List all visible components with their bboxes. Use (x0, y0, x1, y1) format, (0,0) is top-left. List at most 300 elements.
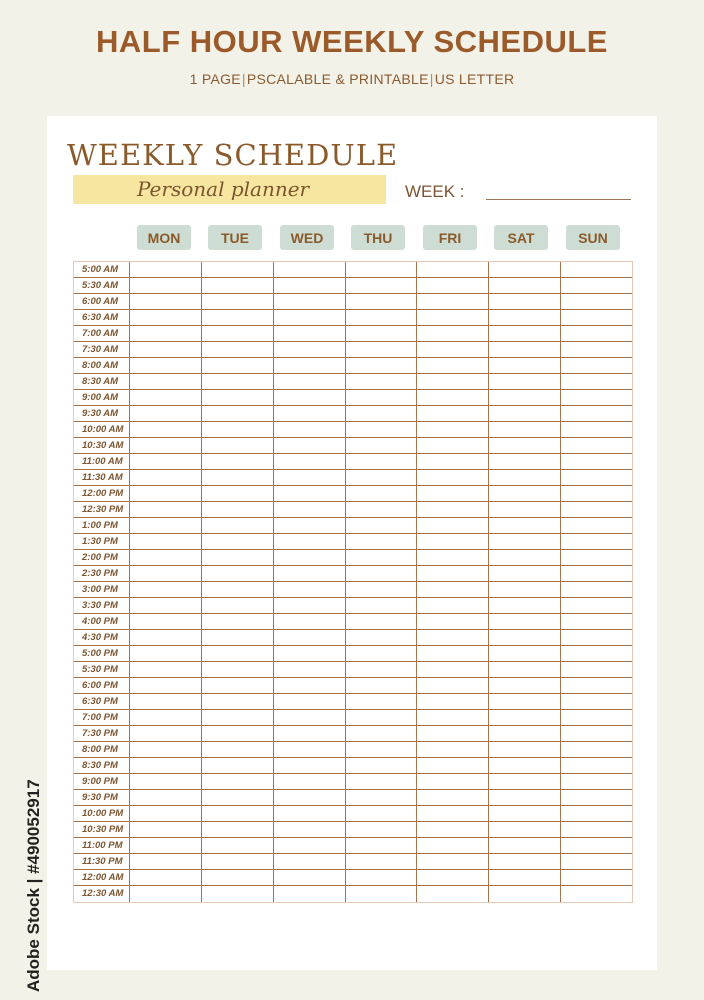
slot-sat[interactable] (488, 454, 560, 469)
slot-mon[interactable] (129, 742, 201, 757)
slot-sat[interactable] (488, 534, 560, 549)
day-header-sat: SAT (494, 225, 548, 250)
slot-fri[interactable] (416, 742, 488, 757)
slot-sun[interactable] (560, 806, 632, 821)
slot-sat[interactable] (488, 806, 560, 821)
slot-sun[interactable] (560, 710, 632, 725)
slot-thu[interactable] (345, 534, 417, 549)
slot-sun[interactable] (560, 582, 632, 597)
slot-wed[interactable] (273, 678, 345, 693)
slot-fri[interactable] (416, 694, 488, 709)
slot-sat[interactable] (488, 278, 560, 293)
slot-sat[interactable] (488, 262, 560, 277)
slot-tue[interactable] (201, 726, 273, 741)
slot-sun[interactable] (560, 390, 632, 405)
slot-mon[interactable] (129, 758, 201, 773)
slot-mon[interactable] (129, 774, 201, 789)
slot-thu[interactable] (345, 582, 417, 597)
slot-thu[interactable] (345, 278, 417, 293)
slot-sun[interactable] (560, 854, 632, 869)
slot-wed[interactable] (273, 550, 345, 565)
slot-sun[interactable] (560, 326, 632, 341)
slot-tue[interactable] (201, 470, 273, 485)
slot-thu[interactable] (345, 598, 417, 613)
slot-thu[interactable] (345, 454, 417, 469)
slot-fri[interactable] (416, 566, 488, 581)
slot-fri[interactable] (416, 294, 488, 309)
slot-wed[interactable] (273, 758, 345, 773)
slot-wed[interactable] (273, 822, 345, 837)
slot-sat[interactable] (488, 854, 560, 869)
slot-mon[interactable] (129, 470, 201, 485)
slot-tue[interactable] (201, 326, 273, 341)
slot-mon[interactable] (129, 678, 201, 693)
slot-fri[interactable] (416, 518, 488, 533)
slot-sun[interactable] (560, 630, 632, 645)
slot-fri[interactable] (416, 486, 488, 501)
slot-sat[interactable] (488, 822, 560, 837)
slot-sat[interactable] (488, 694, 560, 709)
slot-tue[interactable] (201, 582, 273, 597)
slot-fri[interactable] (416, 870, 488, 885)
slot-wed[interactable] (273, 294, 345, 309)
slot-wed[interactable] (273, 326, 345, 341)
slot-tue[interactable] (201, 678, 273, 693)
slot-wed[interactable] (273, 534, 345, 549)
slot-fri[interactable] (416, 678, 488, 693)
slot-tue[interactable] (201, 710, 273, 725)
slot-fri[interactable] (416, 358, 488, 373)
slot-sun[interactable] (560, 502, 632, 517)
slot-sat[interactable] (488, 422, 560, 437)
slot-fri[interactable] (416, 758, 488, 773)
slot-wed[interactable] (273, 262, 345, 277)
slot-wed[interactable] (273, 582, 345, 597)
slot-mon[interactable] (129, 582, 201, 597)
time-label: 6:00 PM (82, 680, 118, 691)
time-label: 7:30 AM (82, 344, 119, 355)
slot-thu[interactable] (345, 310, 417, 325)
slot-tue[interactable] (201, 406, 273, 421)
slot-mon[interactable] (129, 310, 201, 325)
slot-mon[interactable] (129, 822, 201, 837)
slot-fri[interactable] (416, 406, 488, 421)
slot-tue[interactable] (201, 438, 273, 453)
slot-tue[interactable] (201, 790, 273, 805)
slot-thu[interactable] (345, 806, 417, 821)
slot-thu[interactable] (345, 758, 417, 773)
slot-wed[interactable] (273, 406, 345, 421)
slot-sun[interactable] (560, 678, 632, 693)
slot-tue[interactable] (201, 822, 273, 837)
slot-mon[interactable] (129, 646, 201, 661)
slot-sun[interactable] (560, 406, 632, 421)
slot-sun[interactable] (560, 646, 632, 661)
slot-tue[interactable] (201, 886, 273, 902)
slot-sat[interactable] (488, 326, 560, 341)
slot-fri[interactable] (416, 326, 488, 341)
time-row (74, 438, 632, 454)
time-row (74, 534, 632, 550)
slot-tue[interactable] (201, 870, 273, 885)
slot-wed[interactable] (273, 438, 345, 453)
slot-thu[interactable] (345, 550, 417, 565)
slot-sat[interactable] (488, 582, 560, 597)
slot-sun[interactable] (560, 294, 632, 309)
slot-tue[interactable] (201, 630, 273, 645)
slot-sat[interactable] (488, 646, 560, 661)
slot-sun[interactable] (560, 534, 632, 549)
slot-tue[interactable] (201, 742, 273, 757)
slot-mon[interactable] (129, 566, 201, 581)
slot-fri[interactable] (416, 374, 488, 389)
slot-mon[interactable] (129, 854, 201, 869)
slot-sun[interactable] (560, 870, 632, 885)
time-row (74, 838, 632, 854)
slot-thu[interactable] (345, 566, 417, 581)
slot-thu[interactable] (345, 502, 417, 517)
slot-tue[interactable] (201, 758, 273, 773)
slot-sat[interactable] (488, 550, 560, 565)
slot-wed[interactable] (273, 470, 345, 485)
slot-wed[interactable] (273, 646, 345, 661)
slot-wed[interactable] (273, 694, 345, 709)
slot-fri[interactable] (416, 726, 488, 741)
slot-thu[interactable] (345, 374, 417, 389)
slot-fri[interactable] (416, 662, 488, 677)
slot-sat[interactable] (488, 614, 560, 629)
slot-sat[interactable] (488, 358, 560, 373)
slot-fri[interactable] (416, 886, 488, 902)
slot-wed[interactable] (273, 310, 345, 325)
slot-thu[interactable] (345, 342, 417, 357)
slot-tue[interactable] (201, 454, 273, 469)
slot-fri[interactable] (416, 630, 488, 645)
slot-fri[interactable] (416, 822, 488, 837)
slot-sun[interactable] (560, 886, 632, 902)
time-row (74, 742, 632, 758)
slot-fri[interactable] (416, 790, 488, 805)
slot-fri[interactable] (416, 278, 488, 293)
slot-sun[interactable] (560, 374, 632, 389)
slot-wed[interactable] (273, 742, 345, 757)
slot-mon[interactable] (129, 278, 201, 293)
slot-mon[interactable] (129, 518, 201, 533)
slot-tue[interactable] (201, 278, 273, 293)
slot-fri[interactable] (416, 854, 488, 869)
watermark-text: Adobe Stock | #490052917 (24, 779, 43, 992)
slot-fri[interactable] (416, 646, 488, 661)
slot-thu[interactable] (345, 838, 417, 853)
slot-mon[interactable] (129, 326, 201, 341)
slot-wed[interactable] (273, 662, 345, 677)
time-label: 11:30 PM (82, 856, 123, 867)
slot-sun[interactable] (560, 694, 632, 709)
slot-mon[interactable] (129, 598, 201, 613)
slot-mon[interactable] (129, 710, 201, 725)
slot-sat[interactable] (488, 662, 560, 677)
slot-thu[interactable] (345, 630, 417, 645)
slot-fri[interactable] (416, 614, 488, 629)
slot-mon[interactable] (129, 438, 201, 453)
time-label: 10:30 AM (82, 440, 124, 451)
time-row (74, 390, 632, 406)
slot-wed[interactable] (273, 342, 345, 357)
slot-wed[interactable] (273, 486, 345, 501)
slot-thu[interactable] (345, 678, 417, 693)
time-row (74, 774, 632, 790)
slot-wed[interactable] (273, 806, 345, 821)
slot-thu[interactable] (345, 262, 417, 277)
slot-tue[interactable] (201, 310, 273, 325)
slot-thu[interactable] (345, 326, 417, 341)
slot-mon[interactable] (129, 502, 201, 517)
slot-wed[interactable] (273, 390, 345, 405)
slot-sun[interactable] (560, 790, 632, 805)
slot-tue[interactable] (201, 694, 273, 709)
slot-thu[interactable] (345, 726, 417, 741)
slot-sun[interactable] (560, 454, 632, 469)
slot-mon[interactable] (129, 374, 201, 389)
slot-fri[interactable] (416, 422, 488, 437)
slot-sat[interactable] (488, 406, 560, 421)
slot-sun[interactable] (560, 422, 632, 437)
slot-sat[interactable] (488, 294, 560, 309)
slot-sat[interactable] (488, 742, 560, 757)
slot-wed[interactable] (273, 518, 345, 533)
slot-sat[interactable] (488, 390, 560, 405)
slot-thu[interactable] (345, 614, 417, 629)
slot-fri[interactable] (416, 342, 488, 357)
slot-mon[interactable] (129, 390, 201, 405)
slot-wed[interactable] (273, 870, 345, 885)
slot-mon[interactable] (129, 422, 201, 437)
slot-mon[interactable] (129, 870, 201, 885)
slot-tue[interactable] (201, 342, 273, 357)
slot-thu[interactable] (345, 822, 417, 837)
slot-mon[interactable] (129, 726, 201, 741)
day-header-sun: SUN (566, 225, 620, 250)
slot-mon[interactable] (129, 342, 201, 357)
slot-tue[interactable] (201, 374, 273, 389)
slot-sat[interactable] (488, 502, 560, 517)
slot-sun[interactable] (560, 662, 632, 677)
slot-tue[interactable] (201, 486, 273, 501)
slot-tue[interactable] (201, 358, 273, 373)
slot-wed[interactable] (273, 566, 345, 581)
slot-tue[interactable] (201, 614, 273, 629)
slot-sun[interactable] (560, 358, 632, 373)
slot-tue[interactable] (201, 662, 273, 677)
slot-sat[interactable] (488, 870, 560, 885)
slot-sun[interactable] (560, 310, 632, 325)
slot-sun[interactable] (560, 838, 632, 853)
slot-sun[interactable] (560, 342, 632, 357)
slot-thu[interactable] (345, 470, 417, 485)
slot-wed[interactable] (273, 358, 345, 373)
slot-thu[interactable] (345, 790, 417, 805)
slot-thu[interactable] (345, 662, 417, 677)
slot-tue[interactable] (201, 294, 273, 309)
slot-tue[interactable] (201, 518, 273, 533)
slot-fri[interactable] (416, 550, 488, 565)
slot-sun[interactable] (560, 774, 632, 789)
slot-tue[interactable] (201, 598, 273, 613)
slot-fri[interactable] (416, 390, 488, 405)
slot-thu[interactable] (345, 438, 417, 453)
week-input-line[interactable] (486, 199, 631, 200)
slot-wed[interactable] (273, 774, 345, 789)
slot-mon[interactable] (129, 806, 201, 821)
slot-sun[interactable] (560, 758, 632, 773)
slot-tue[interactable] (201, 854, 273, 869)
slot-sat[interactable] (488, 310, 560, 325)
page-title: HALF HOUR WEEKLY SCHEDULE (96, 24, 608, 59)
slot-mon[interactable] (129, 262, 201, 277)
slot-fri[interactable] (416, 710, 488, 725)
time-row (74, 358, 632, 374)
slot-thu[interactable] (345, 422, 417, 437)
slot-sat[interactable] (488, 790, 560, 805)
slot-fri[interactable] (416, 774, 488, 789)
slot-wed[interactable] (273, 630, 345, 645)
slot-mon[interactable] (129, 550, 201, 565)
slot-thu[interactable] (345, 486, 417, 501)
slot-sat[interactable] (488, 438, 560, 453)
slot-wed[interactable] (273, 278, 345, 293)
slot-thu[interactable] (345, 870, 417, 885)
slot-sun[interactable] (560, 518, 632, 533)
slot-thu[interactable] (345, 694, 417, 709)
slot-wed[interactable] (273, 838, 345, 853)
slot-sat[interactable] (488, 774, 560, 789)
slot-wed[interactable] (273, 726, 345, 741)
slot-sun[interactable] (560, 438, 632, 453)
slot-thu[interactable] (345, 358, 417, 373)
slot-tue[interactable] (201, 646, 273, 661)
slot-sat[interactable] (488, 886, 560, 902)
slot-wed[interactable] (273, 886, 345, 902)
slot-wed[interactable] (273, 598, 345, 613)
slot-sat[interactable] (488, 726, 560, 741)
slot-fri[interactable] (416, 310, 488, 325)
slot-fri[interactable] (416, 454, 488, 469)
slot-wed[interactable] (273, 502, 345, 517)
slot-mon[interactable] (129, 790, 201, 805)
slot-thu[interactable] (345, 390, 417, 405)
slot-sat[interactable] (488, 342, 560, 357)
slot-tue[interactable] (201, 422, 273, 437)
slot-mon[interactable] (129, 838, 201, 853)
slot-mon[interactable] (129, 486, 201, 501)
slot-fri[interactable] (416, 838, 488, 853)
slot-sun[interactable] (560, 742, 632, 757)
slot-sun[interactable] (560, 598, 632, 613)
slot-sat[interactable] (488, 758, 560, 773)
slot-mon[interactable] (129, 534, 201, 549)
slot-sat[interactable] (488, 470, 560, 485)
slot-wed[interactable] (273, 790, 345, 805)
slot-fri[interactable] (416, 502, 488, 517)
slot-wed[interactable] (273, 454, 345, 469)
slot-tue[interactable] (201, 550, 273, 565)
slot-tue[interactable] (201, 534, 273, 549)
slot-mon[interactable] (129, 662, 201, 677)
slot-fri[interactable] (416, 598, 488, 613)
slot-sun[interactable] (560, 726, 632, 741)
slot-tue[interactable] (201, 566, 273, 581)
slot-sun[interactable] (560, 822, 632, 837)
slot-sat[interactable] (488, 598, 560, 613)
slot-fri[interactable] (416, 262, 488, 277)
slot-fri[interactable] (416, 470, 488, 485)
time-label: 3:30 PM (82, 600, 118, 611)
slot-mon[interactable] (129, 886, 201, 902)
slot-sat[interactable] (488, 838, 560, 853)
slot-mon[interactable] (129, 694, 201, 709)
slot-tue[interactable] (201, 262, 273, 277)
slot-sat[interactable] (488, 710, 560, 725)
slot-thu[interactable] (345, 294, 417, 309)
slot-fri[interactable] (416, 806, 488, 821)
slot-thu[interactable] (345, 774, 417, 789)
slot-sun[interactable] (560, 262, 632, 277)
slot-tue[interactable] (201, 838, 273, 853)
slot-thu[interactable] (345, 406, 417, 421)
subtitle (0, 71, 704, 87)
slot-wed[interactable] (273, 710, 345, 725)
slot-thu[interactable] (345, 854, 417, 869)
slot-sun[interactable] (560, 566, 632, 581)
slot-sat[interactable] (488, 486, 560, 501)
slot-sun[interactable] (560, 470, 632, 485)
slot-sat[interactable] (488, 566, 560, 581)
slot-wed[interactable] (273, 374, 345, 389)
slot-sun[interactable] (560, 278, 632, 293)
slot-fri[interactable] (416, 534, 488, 549)
slot-sun[interactable] (560, 614, 632, 629)
slot-tue[interactable] (201, 806, 273, 821)
slot-tue[interactable] (201, 390, 273, 405)
slot-sun[interactable] (560, 486, 632, 501)
slot-tue[interactable] (201, 502, 273, 517)
slot-mon[interactable] (129, 454, 201, 469)
slot-fri[interactable] (416, 582, 488, 597)
slot-thu[interactable] (345, 518, 417, 533)
slot-mon[interactable] (129, 614, 201, 629)
slot-sat[interactable] (488, 630, 560, 645)
slot-tue[interactable] (201, 774, 273, 789)
slot-wed[interactable] (273, 854, 345, 869)
schedule-grid (73, 261, 633, 903)
slot-mon[interactable] (129, 406, 201, 421)
slot-mon[interactable] (129, 630, 201, 645)
slot-thu[interactable] (345, 646, 417, 661)
slot-thu[interactable] (345, 710, 417, 725)
slot-mon[interactable] (129, 358, 201, 373)
slot-mon[interactable] (129, 294, 201, 309)
slot-thu[interactable] (345, 886, 417, 902)
time-row (74, 614, 632, 630)
slot-fri[interactable] (416, 438, 488, 453)
slot-sun[interactable] (560, 550, 632, 565)
slot-sat[interactable] (488, 374, 560, 389)
slot-thu[interactable] (345, 742, 417, 757)
slot-sat[interactable] (488, 518, 560, 533)
slot-sat[interactable] (488, 678, 560, 693)
slot-wed[interactable] (273, 614, 345, 629)
slot-wed[interactable] (273, 422, 345, 437)
